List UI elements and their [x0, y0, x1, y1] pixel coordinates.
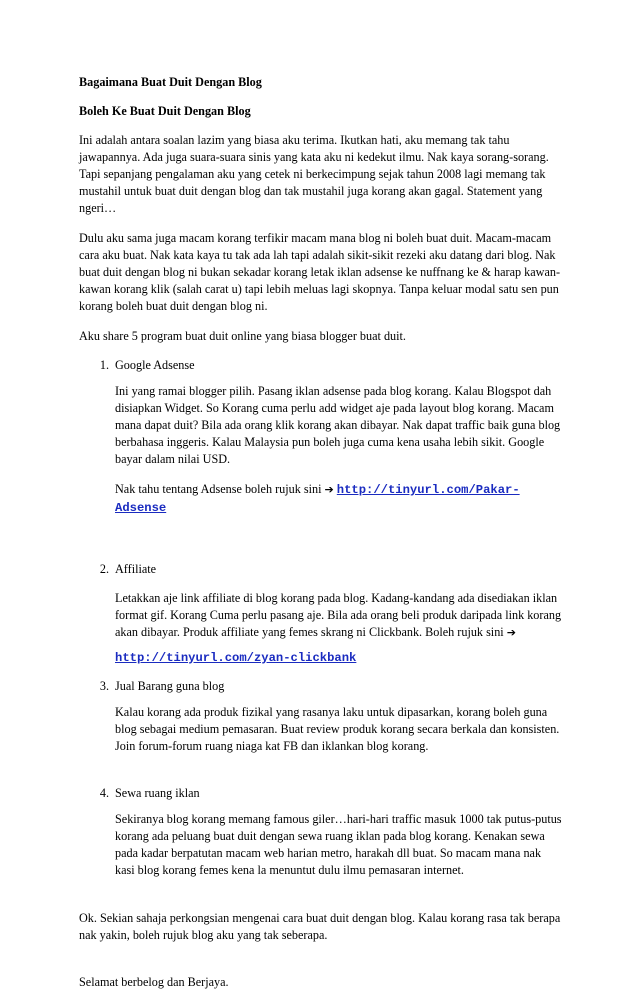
- signoff: Selamat berbelog dan Berjaya.: [79, 975, 229, 989]
- arrow-right-icon: ➔: [506, 626, 516, 639]
- clickbank-link[interactable]: http://tinyurl.com/zyan-clickbank: [115, 651, 357, 665]
- closing-paragraph: Ok. Sekian sahaja perkongsian mengenai cara buat duit dengan blog. Kalau korang rasa tak berapa nak yakin, boleh rujuk blog aku yang tak seberapa.: [79, 911, 561, 942]
- list-item-google-adsense: [79, 357, 563, 374]
- document-subtitle: Boleh Ke Buat Duit Dengan Blog: [79, 104, 251, 118]
- arrow-right-icon: ➔: [324, 483, 334, 496]
- reference-line: [115, 481, 563, 517]
- intro-paragraph: Dulu aku sama juga macam korang terfikir macam mana blog ni boleh buat duit. Macam-macam cara aku buat. Nak kata kaya tu tak ada lah tapi adalah sikit-sikit rezeki aku datang dari blog. Nak buat duit dengan blog ni bukan sekadar korang letak iklan adsense ke nuffnang ke & harap kawan-kawan korang klik (salah carat u) tapi lebih meluas lagi skopnya. Tanpa keluar modal satu sen pun korang boleh buat duit dengan blog ni.: [79, 231, 561, 313]
- list-item-title: Jual Barang guna blog: [115, 679, 225, 693]
- list-item-description: [115, 590, 563, 641]
- adsense-link[interactable]: http://tinyurl.com/Pakar-Adsense: [115, 483, 520, 515]
- list-item-sewa-ruang-iklan: [79, 785, 563, 802]
- list-item-jual-barang: [79, 678, 563, 695]
- list-item-body: [79, 590, 563, 667]
- list-item-title: Affiliate: [115, 562, 157, 576]
- intro-paragraph: Ini adalah antara soalan lazim yang biasa aku terima. Ikutkan hati, aku memang tak tahu jawapannya. Ada juga suara-suara sinis yang kata aku ni kedekut ilmu. Nak kaya sorang-sorang. Tapi sepanjang pengalaman aku yang cetek ni berkecimpung sejak tahun 2008 lagi memang tak mustahil untuk buat duit dengan blog dan tak mustahil juga korang akan gagal. Statement yang ngeri…: [79, 133, 549, 215]
- list-number: 4.: [99, 786, 109, 800]
- list-item-body: [79, 704, 563, 755]
- list-item-affiliate: [79, 561, 563, 578]
- list-number: 2.: [99, 562, 109, 576]
- list-item-description: Sekiranya blog korang memang famous giler…hari-hari traffic masuk 1000 tak putus-putus korang ada peluang buat duit dengan sewa ruang iklan pada blog korang. Kenakan sewa pada kadar berpatutan macam web harian metro, harakah dll buat. So macam mana nak kasi blog korang femes kena la menuntut dulu ilmu pemasaran internet.: [115, 812, 562, 877]
- list-item-description-text: Letakkan aje link affiliate di blog korang pada blog. Kadang-kandang ada disediakan iklan format gif. Korang Cuma perlu pasang aje. Bila ada orang beli produk daripada link korang akan dibayar. Produk affiliate yang femes skrang ni Clickbank. Boleh rujuk sini: [115, 591, 562, 639]
- list-item-body: [79, 383, 563, 517]
- reference-line: [115, 649, 563, 667]
- list-item-description: Ini yang ramai blogger pilih. Pasang iklan adsense pada blog korang. Kalau Blogspot dah disiapkan Widget. So Korang cuma perlu add widget aje pada layout blog korang. Macam mana dapat duit? Bila ada orang klik korang akan dibayar. Nak dapat traffic baik guna blog berbahasa inggeris. Kalau Malaysia pun boleh juga cuma kena usaha lebih sikit. Google bayar dalam nilai USD.: [115, 384, 561, 466]
- intro-paragraph: Aku share 5 program buat duit online yang biasa blogger buat duit.: [79, 329, 406, 343]
- reference-text: Nak tahu tentang Adsense boleh rujuk sini: [115, 482, 322, 496]
- document-title: Bagaimana Buat Duit Dengan Blog: [79, 75, 262, 89]
- list-item-title: Google Adsense: [115, 358, 195, 372]
- list-item-description: Kalau korang ada produk fizikal yang rasanya laku untuk dipasarkan, korang boleh guna blog sebagai medium pemasaran. Buat review produk korang secara berkala dan konsisten. Join forum-forum ruang niaga kat FB dan iklankan blog korang.: [115, 705, 560, 753]
- list-number: 1.: [99, 358, 109, 372]
- document-page: [79, 74, 563, 991]
- list-item-title: Sewa ruang iklan: [115, 786, 200, 800]
- list-number: 3.: [99, 679, 109, 693]
- list-item-body: [79, 811, 563, 879]
